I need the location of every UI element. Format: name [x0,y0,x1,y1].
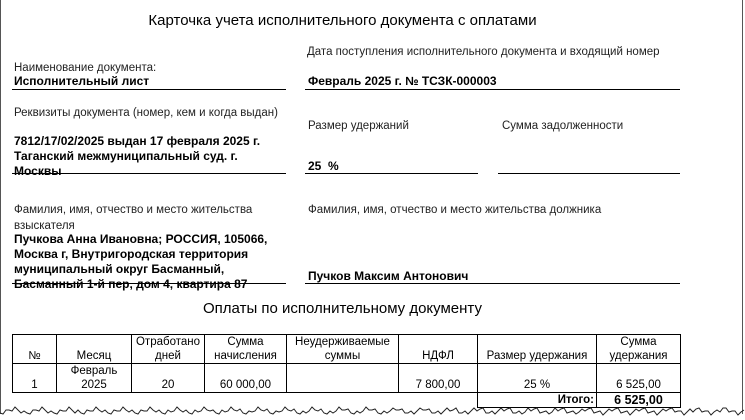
payments-title: Оплаты по исполнительному документу [203,300,482,317]
claimant-label: Фамилия, имя, отчество и место жительства взыскателя [14,204,253,232]
cell-month: Февраль 2025 [57,364,132,393]
total-value: 6 525,00 [597,393,681,408]
deduction-size-value: 25 % [308,159,339,173]
document-title: Карточка учета исполнительного документа с оплатами [148,12,537,29]
deduction-size-underline [305,173,478,174]
debt-sum-label: Сумма задолженности [502,120,624,132]
requisites-value: 7812/17/02/2025 выдан 17 февраля 2025 г. Таганский межмуниципальный суд. г. Москвы [14,134,261,178]
header-deduction-size: Размер удержания [478,335,597,364]
debtor-underline [305,283,680,284]
cell-accrual-sum: 60 000,00 [205,364,287,393]
header-days-worked: Отработано дней [132,335,205,364]
payments-table [12,334,681,408]
cell-non-deductible [287,364,399,393]
header-non-deductible: Неудерживаемые суммы [287,335,399,364]
table-header-row [13,335,681,364]
debtor-label: Фамилия, имя, отчество и место жительства должника [308,204,602,216]
cell-number: 1 [13,364,57,393]
header-number: № [13,335,57,364]
requisites-label: Реквизиты документа (номер, кем и когда выдан) [14,107,278,119]
header-ndfl: НДФЛ [399,335,478,364]
claimant-underline [12,283,286,284]
debt-sum-underline [498,173,680,174]
debtor-value: Пучков Максим Антонович [308,269,469,283]
cell-days-worked: 20 [132,364,205,393]
header-deduction-sum: Сумма удержания [597,335,681,364]
cell-deduction-size: 25 % [478,364,597,393]
requisites-underline [12,173,286,174]
receipt-underline [305,89,680,90]
header-accrual-sum: Сумма начисления [205,335,287,364]
deduction-size-label: Размер удержаний [308,120,409,132]
total-label: Итого: [478,393,597,408]
doc-name-label: Наименование документа: [14,62,157,74]
torn-edge [0,406,745,420]
cell-deduction-sum: 6 525,00 [597,364,681,393]
doc-name-value: Исполнительный лист [14,74,150,88]
header-month: Месяц [57,335,132,364]
cell-ndfl: 7 800,00 [399,364,478,393]
table-row [13,364,681,393]
claimant-value: Пучкова Анна Ивановна; РОССИЯ, 105066, Москва г, Внутригородская территория муниципальный округ Басманный, Басманный 1-й пер, дом 4, квартира 87 [14,232,268,291]
doc-name-underline [12,89,286,90]
receipt-label: Дата поступления исполнительного документа и входящий номер [307,46,660,58]
receipt-value: Февраль 2025 г. № ТСЗК-000003 [308,74,497,88]
